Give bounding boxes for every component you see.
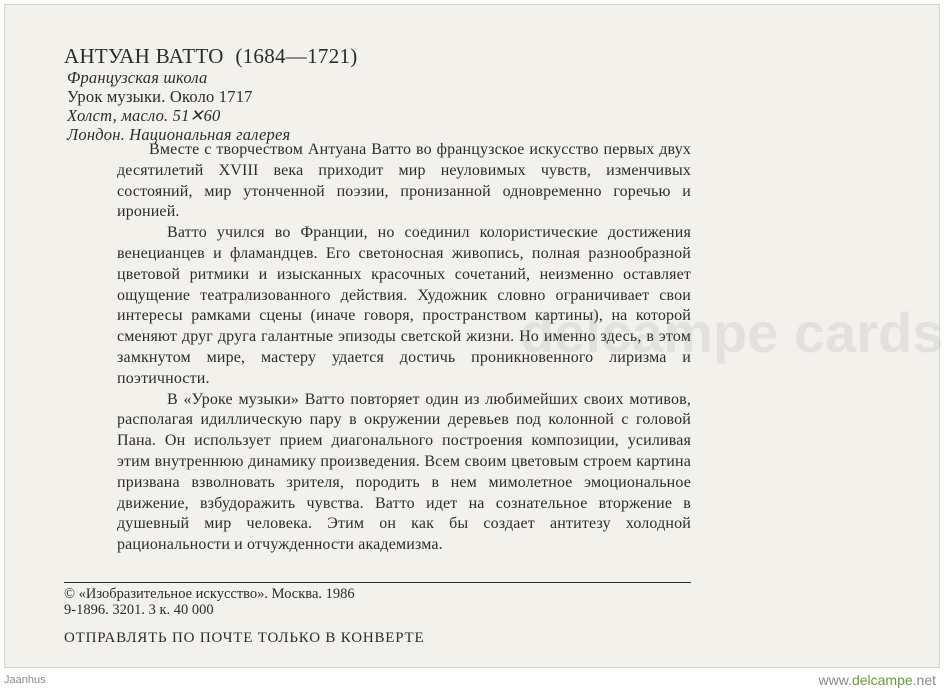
medium-line: Холст, масло. 51✕60 [67, 106, 221, 125]
school-line: Французская школа [67, 68, 208, 87]
print-code: 9-1896. 3201. 3 к. 40 000 [64, 602, 214, 618]
description-text [117, 140, 691, 556]
paragraph-2: Ватто учился во Франции, но соединил колористические достижения венецианцев и фламандцев. Его светоносная живопись, полная разнообразной цветовой ритмики и изысканных красочных сочетаний, неизменно оставляет ощущение театрализованного действия. Художник словно ограничивает свои интересы рамками сцены (иначе говоря, пространством картины), на которой сменяют друг друга галантные эпизоды светской жизни. Но именно здесь, в этом замкнутом мире, мастеру удается достичь проникновенного лиризма и поэтичности. [117, 224, 691, 387]
publisher-imprint: © «Изобразительное искусство». Москва. 1986 [64, 586, 355, 602]
location-line: Лондон. Национальная галерея [67, 125, 291, 144]
postal-note: ОТПРАВЛЯТЬ ПО ПОЧТЕ ТОЛЬКО В КОНВЕРТЕ [64, 630, 425, 646]
watermark-brand: delcampe [851, 672, 913, 688]
watermark-suffix: .net [912, 672, 936, 688]
artist-heading [64, 44, 358, 68]
paragraph-3: В «Уроке музыки» Ватто повторяет один из любимейших своих мотивов, располагая идиллическую пару в окружении деревьев под колонной с головой Пана. Он использует прием диагонального построения композиции, усиливая этим внутреннюю динамику произведения. Всем своим цветовым строем картина призвана взволновать зрителя, породить в нем мимолетное эмоциональное движение, взбудоражить чувства. Ватто идет на сознательное вторжение в душевный мир человека. Этим он как бы создает антитезу холодной рациональности и отчужденности академизма. [117, 390, 691, 554]
watermark-delcampe[interactable] [818, 672, 936, 688]
work-title-line: Урок музыки. Около 1717 [67, 87, 253, 106]
artist-dates: (1684—1721) [235, 44, 358, 68]
paragraph-1: Вместе с творчеством Антуана Ватто во французское искусство первых двух десятилетий XVIII века приходит мир неуловимых чувств, изменчивых состояний, мир утонченной поэзии, пронизанной одновременно горечью и иронией. [117, 141, 691, 221]
watermark-prefix: www. [818, 672, 852, 688]
watermark-jaanhus: Jaanhus [4, 674, 46, 686]
divider-rule [64, 582, 691, 583]
artist-name: АНТУАН ВАТТО [64, 44, 224, 68]
